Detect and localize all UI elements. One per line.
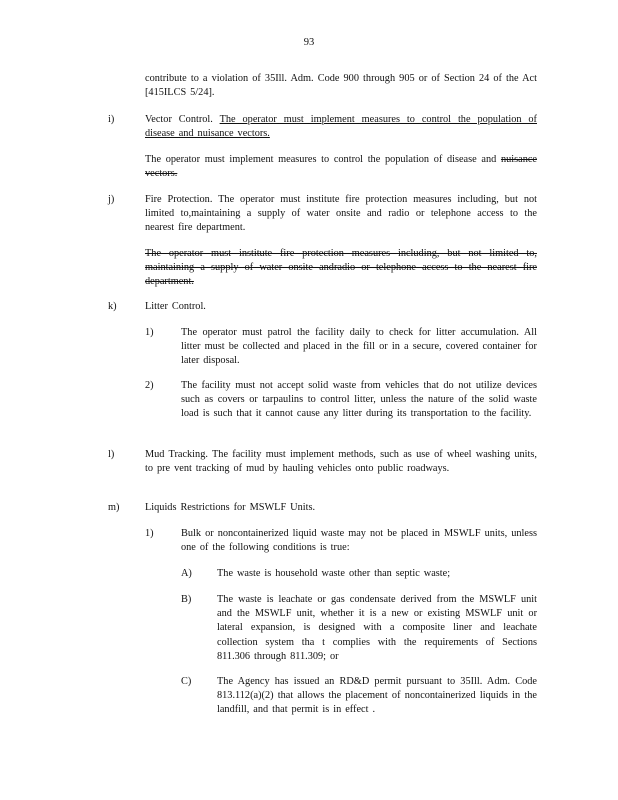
item-l-label: l) (108, 449, 115, 460)
item-m-1-b-label: B) (181, 594, 192, 605)
item-i-inserted-text: The operator must implement measures to control the population of disease and nuisance vectors. (145, 114, 537, 140)
item-i-revised-paragraph (145, 153, 537, 181)
item-k-heading: Litter Control. (145, 301, 206, 312)
item-i-text: The operator must implement measures to control the population of disease and (145, 154, 497, 165)
item-k-1-label: 1) (145, 327, 154, 338)
item-j-paragraph (145, 193, 537, 236)
item-l-text: The facility must implement methods, such as use of wheel washing units, to pre vent tracking of mud by hauling vehicles onto public roadways. (145, 449, 537, 475)
page-number: 93 (303, 37, 315, 48)
item-j-heading: Fire Protection. (145, 194, 213, 205)
item-j-deleted-text: The operator must institute fire protection measures including, but not limited to, maintaining a supply of water onsite andradio or telephone access to the nearest fire department. (145, 248, 537, 288)
item-i-label: i) (108, 114, 115, 125)
item-k-1-text: The operator must patrol the facility daily to check for litter accumulation. All litter must be collected and placed in the fill or in a secure, covered container for later disposal. (181, 327, 537, 367)
item-j-label: j) (108, 194, 115, 205)
item-m-heading: Liquids Restrictions for MSWLF Units. (145, 502, 316, 513)
item-i-paragraph (145, 113, 537, 141)
item-l-paragraph (145, 448, 537, 476)
item-m-label: m) (108, 502, 120, 513)
item-i-heading: Vector Control. (145, 114, 213, 125)
item-j-text: The operator must institute fire protection measures including, but not limited to,maintaining a supply of water onsite and radio or telephone access to the nearest fire department. (145, 194, 537, 234)
item-m-1-text: Bulk or noncontainerized liquid waste may not be placed in MSWLF units, unless one of the following conditions is true: (181, 528, 537, 554)
item-k-label: k) (108, 301, 117, 312)
intro-paragraph: contribute to a violation of 35Ill. Adm. Code 900 through 905 or of Section 24 of the Act [415ILCS 5/24]. (145, 73, 537, 99)
item-m-1-label: 1) (145, 528, 154, 539)
item-m-1-b-text: The waste is leachate or gas condensate derived from the MSWLF unit and the MSWLF unit, whether it is a new or existing MSWLF unit or lateral expansion, is designed with a composite liner and leachate collection system tha t complies with the requirements of Sections 811.306 through 811.309; or (217, 594, 537, 662)
item-m-1-c-label: C) (181, 676, 192, 687)
item-m-1-c-text: The Agency has issued an RD&D permit pursuant to 35Ill. Adm. Code 813.112(a)(2) that allows the placement of noncontainerized liquids in the landfill, and that permit is in effect . (217, 676, 537, 716)
item-m-1-a-label: A) (181, 568, 192, 579)
item-m-1-a-text: The waste is household waste other than septic waste; (217, 568, 451, 579)
item-i-deleted-text: nuisance vectors. (145, 154, 537, 180)
item-k-2-text: The facility must not accept solid waste from vehicles that do not utilize devices such as covers or tarpaulins to control litter, unless the nature of the solid waste load is such that it cannot cause any litter during its transportation to the facility. (181, 380, 537, 420)
item-l-heading: Mud Tracking. (145, 449, 208, 460)
item-k-2-label: 2) (145, 380, 154, 391)
